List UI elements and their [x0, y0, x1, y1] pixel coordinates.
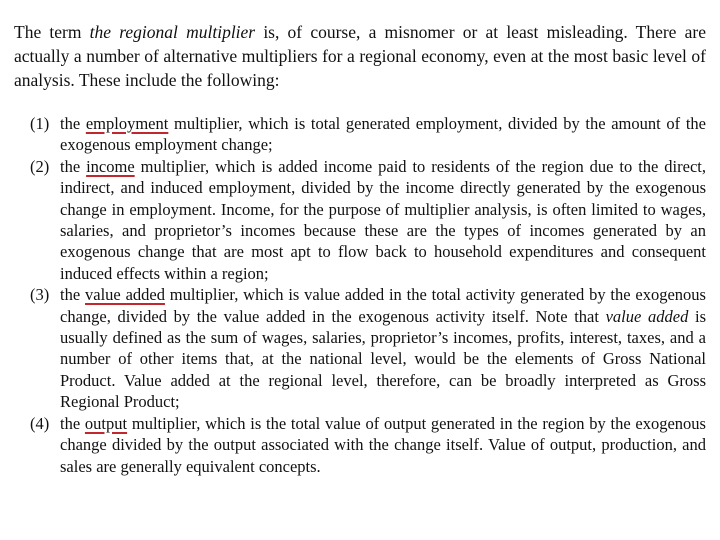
underlined-term: employment: [85, 114, 169, 133]
item-prefix: the: [60, 413, 85, 433]
list-number: (3): [30, 285, 50, 305]
item-body-continued: is usually defined as the sum of wages, salaries, proprietor’s incomes, profits, interest, taxes, and a number of other items that, at the national level, would be the elements of Gross National Product. Value added at the regional level, therefore, can be broadly interpreted as Gross Regional Product;: [60, 306, 706, 412]
list-item-income: [30, 156, 706, 284]
multiplier-list: [30, 113, 706, 477]
list-item-value-added: [30, 284, 706, 412]
underlined-term: value added: [85, 285, 165, 305]
item-prefix: the: [60, 156, 87, 176]
item-body: multiplier, which is total generated employment, divided by the amount of the exogenous employment change;: [60, 114, 706, 155]
intro-emphasis: the regional multiplier: [89, 22, 256, 42]
list-item-output: [30, 413, 706, 477]
intro-text-start: The term: [14, 22, 90, 42]
intro-paragraph: [14, 20, 706, 92]
underlined-term: income: [86, 156, 135, 176]
intro-text-rest: is, of course, a misnomer or at least misleading. There are actually a number of alternative multipliers for a regional economy, even at the most basic level of analysis. These include the following:: [14, 22, 706, 90]
item-body: multiplier, which is added income paid to residents of the region due to the direct, indirect, and induced employment, divided by the income directly generated by the exogenous change in employment. Income, for the purpose of multiplier analysis, is often limited to wages, salaries, and proprietor’s incomes because these are the types of incomes generated by an exogenous change that are most apt to flow back to household expenditures and consequent induced effects within a region;: [60, 156, 706, 283]
item-prefix: the: [60, 114, 86, 133]
underlined-term: output: [84, 413, 128, 433]
item-body: multiplier, which is the total value of output generated in the region by the exogenous change divided by the output associated with the change itself. Value of output, production, and sales are generally equivalent concepts.: [60, 413, 706, 476]
list-number: (2): [30, 156, 50, 176]
item-emphasis: value added: [605, 306, 689, 326]
list-number: (4): [30, 413, 50, 433]
list-number: (1): [30, 114, 50, 133]
list-item-employment: [30, 113, 706, 156]
item-prefix: the: [60, 285, 85, 305]
item-body: multiplier, which is value added in the total activity generated by the exogenous change, divided by the value added in the exogenous activity itself. Note that: [60, 285, 706, 326]
